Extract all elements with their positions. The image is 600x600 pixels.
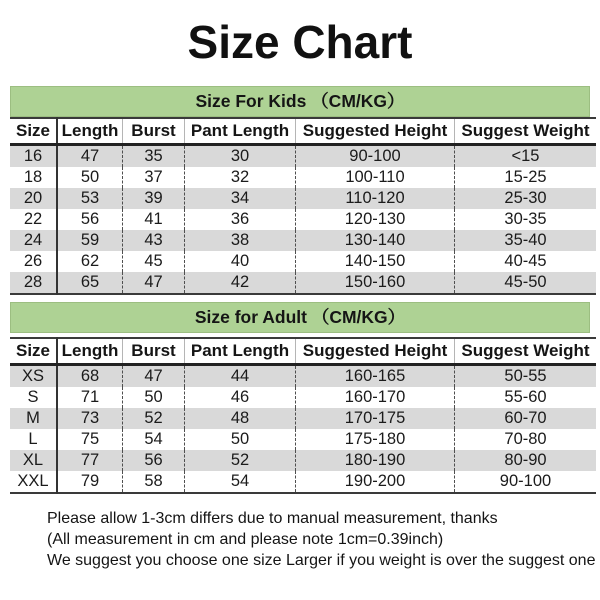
table-row (10, 408, 596, 429)
note-cm-inch-conversion: (All measurement in cm and please note 1cm=0.39inch) (47, 531, 444, 548)
adult-section-banner: Size for Adult （CM/KG） (10, 302, 590, 333)
table-cell: 32 (185, 167, 296, 188)
table-row (10, 209, 596, 230)
table-cell: 50 (57, 167, 123, 188)
table-cell: 50 (185, 429, 296, 450)
table-row (10, 272, 596, 294)
table-cell: M (10, 408, 57, 429)
table-cell: 65 (57, 272, 123, 294)
table-cell: 60-70 (504, 409, 547, 427)
table-row (10, 471, 596, 493)
column-header: Suggest Weight (461, 121, 590, 140)
table-cell: 40 (185, 251, 296, 272)
column-header: Pant Length (185, 338, 296, 365)
table-cell: 45-50 (504, 273, 547, 291)
table-cell: XS (10, 365, 57, 388)
table-cell: 39 (123, 188, 185, 209)
table-cell: 110-120 (296, 188, 455, 209)
table-cell: 70-80 (504, 430, 547, 448)
table-cell: 160-165 (296, 365, 455, 388)
table-cell: 100-110 (296, 167, 455, 188)
column-header: Pant Length (185, 118, 296, 145)
table-cell: 55-60 (504, 388, 547, 406)
table-cell: 47 (57, 145, 123, 168)
table-cell: 16 (10, 145, 57, 168)
table-cell: 54 (185, 471, 296, 493)
table-cell: 36 (185, 209, 296, 230)
table-cell: 170-175 (296, 408, 455, 429)
table-cell: 41 (123, 209, 185, 230)
table-row (10, 230, 596, 251)
table-cell: 46 (185, 387, 296, 408)
table-cell: XL (10, 450, 57, 471)
table-cell: 30 (185, 145, 296, 168)
table-cell: 35 (123, 145, 185, 168)
table-cell: 44 (185, 365, 296, 388)
table-cell: 48 (185, 408, 296, 429)
table-cell: 56 (123, 450, 185, 471)
table-row (10, 167, 596, 188)
table-cell: 160-170 (296, 387, 455, 408)
table-cell: 25-30 (504, 189, 547, 207)
table-cell: 150-160 (296, 272, 455, 294)
table-cell: 80-90 (504, 451, 547, 469)
table-cell: 120-130 (296, 209, 455, 230)
table-cell: 59 (57, 230, 123, 251)
table-row (10, 251, 596, 272)
table-cell: 68 (57, 365, 123, 388)
table-cell: 40-45 (504, 252, 547, 270)
column-header: Burst (123, 118, 185, 145)
table-cell: 71 (57, 387, 123, 408)
table-cell: 58 (123, 471, 185, 493)
column-header: Suggested Height (296, 338, 455, 365)
column-header: Length (57, 118, 123, 145)
kids-size-table (10, 117, 596, 295)
table-cell: 47 (123, 365, 185, 388)
table-cell: 53 (57, 188, 123, 209)
table-cell: 38 (185, 230, 296, 251)
table-cell: 24 (10, 230, 57, 251)
table-header-row (10, 338, 596, 365)
table-cell: 28 (10, 272, 57, 294)
table-cell: 75 (57, 429, 123, 450)
table-cell: 90-100 (499, 472, 552, 490)
table-cell: 42 (185, 272, 296, 294)
table-row (10, 188, 596, 209)
table-row (10, 450, 596, 471)
table-row (10, 145, 596, 168)
column-header: Suggest Weight (461, 341, 590, 360)
table-cell: 22 (10, 209, 57, 230)
table-cell: 140-150 (296, 251, 455, 272)
table-cell: 34 (185, 188, 296, 209)
table-cell: 18 (10, 167, 57, 188)
table-cell: 130-140 (296, 230, 455, 251)
table-cell: 56 (57, 209, 123, 230)
column-header: Size (10, 338, 57, 365)
table-cell: 73 (57, 408, 123, 429)
table-cell: 20 (10, 188, 57, 209)
table-cell: 54 (123, 429, 185, 450)
table-cell: 62 (57, 251, 123, 272)
note-size-up-suggestion: We suggest you choose one size Larger if you weight is over the suggest one (47, 552, 596, 569)
table-cell: 180-190 (296, 450, 455, 471)
table-cell: 79 (57, 471, 123, 493)
table-row (10, 429, 596, 450)
table-cell: 52 (123, 408, 185, 429)
table-cell: 190-200 (296, 471, 455, 493)
column-header: Size (10, 118, 57, 145)
table-cell: 50-55 (504, 367, 547, 385)
table-cell: 47 (123, 272, 185, 294)
table-cell: 90-100 (296, 145, 455, 168)
page-title: Size Chart (187, 16, 413, 68)
column-header: Burst (123, 338, 185, 365)
table-cell: 45 (123, 251, 185, 272)
table-cell: 26 (10, 251, 57, 272)
column-header: Length (57, 338, 123, 365)
adult-size-table (10, 337, 596, 494)
table-cell: 52 (185, 450, 296, 471)
table-cell: <15 (511, 147, 540, 165)
note-measurement-tolerance: Please allow 1-3cm differs due to manual measurement, thanks (47, 510, 498, 527)
table-header-row (10, 118, 596, 145)
table-cell: 175-180 (296, 429, 455, 450)
table-cell: L (10, 429, 57, 450)
footer-notes (0, 508, 600, 571)
table-cell: 30-35 (504, 210, 547, 228)
table-cell: 15-25 (504, 168, 547, 186)
table-cell: 35-40 (504, 231, 547, 249)
table-cell: S (10, 387, 57, 408)
table-cell: 50 (123, 387, 185, 408)
table-cell: XXL (10, 471, 57, 493)
table-cell: 77 (57, 450, 123, 471)
column-header: Suggested Height (296, 118, 455, 145)
kids-section-banner: Size For Kids （CM/KG） (10, 86, 590, 117)
table-row (10, 365, 596, 388)
table-cell: 37 (123, 167, 185, 188)
table-cell: 43 (123, 230, 185, 251)
table-row (10, 387, 596, 408)
